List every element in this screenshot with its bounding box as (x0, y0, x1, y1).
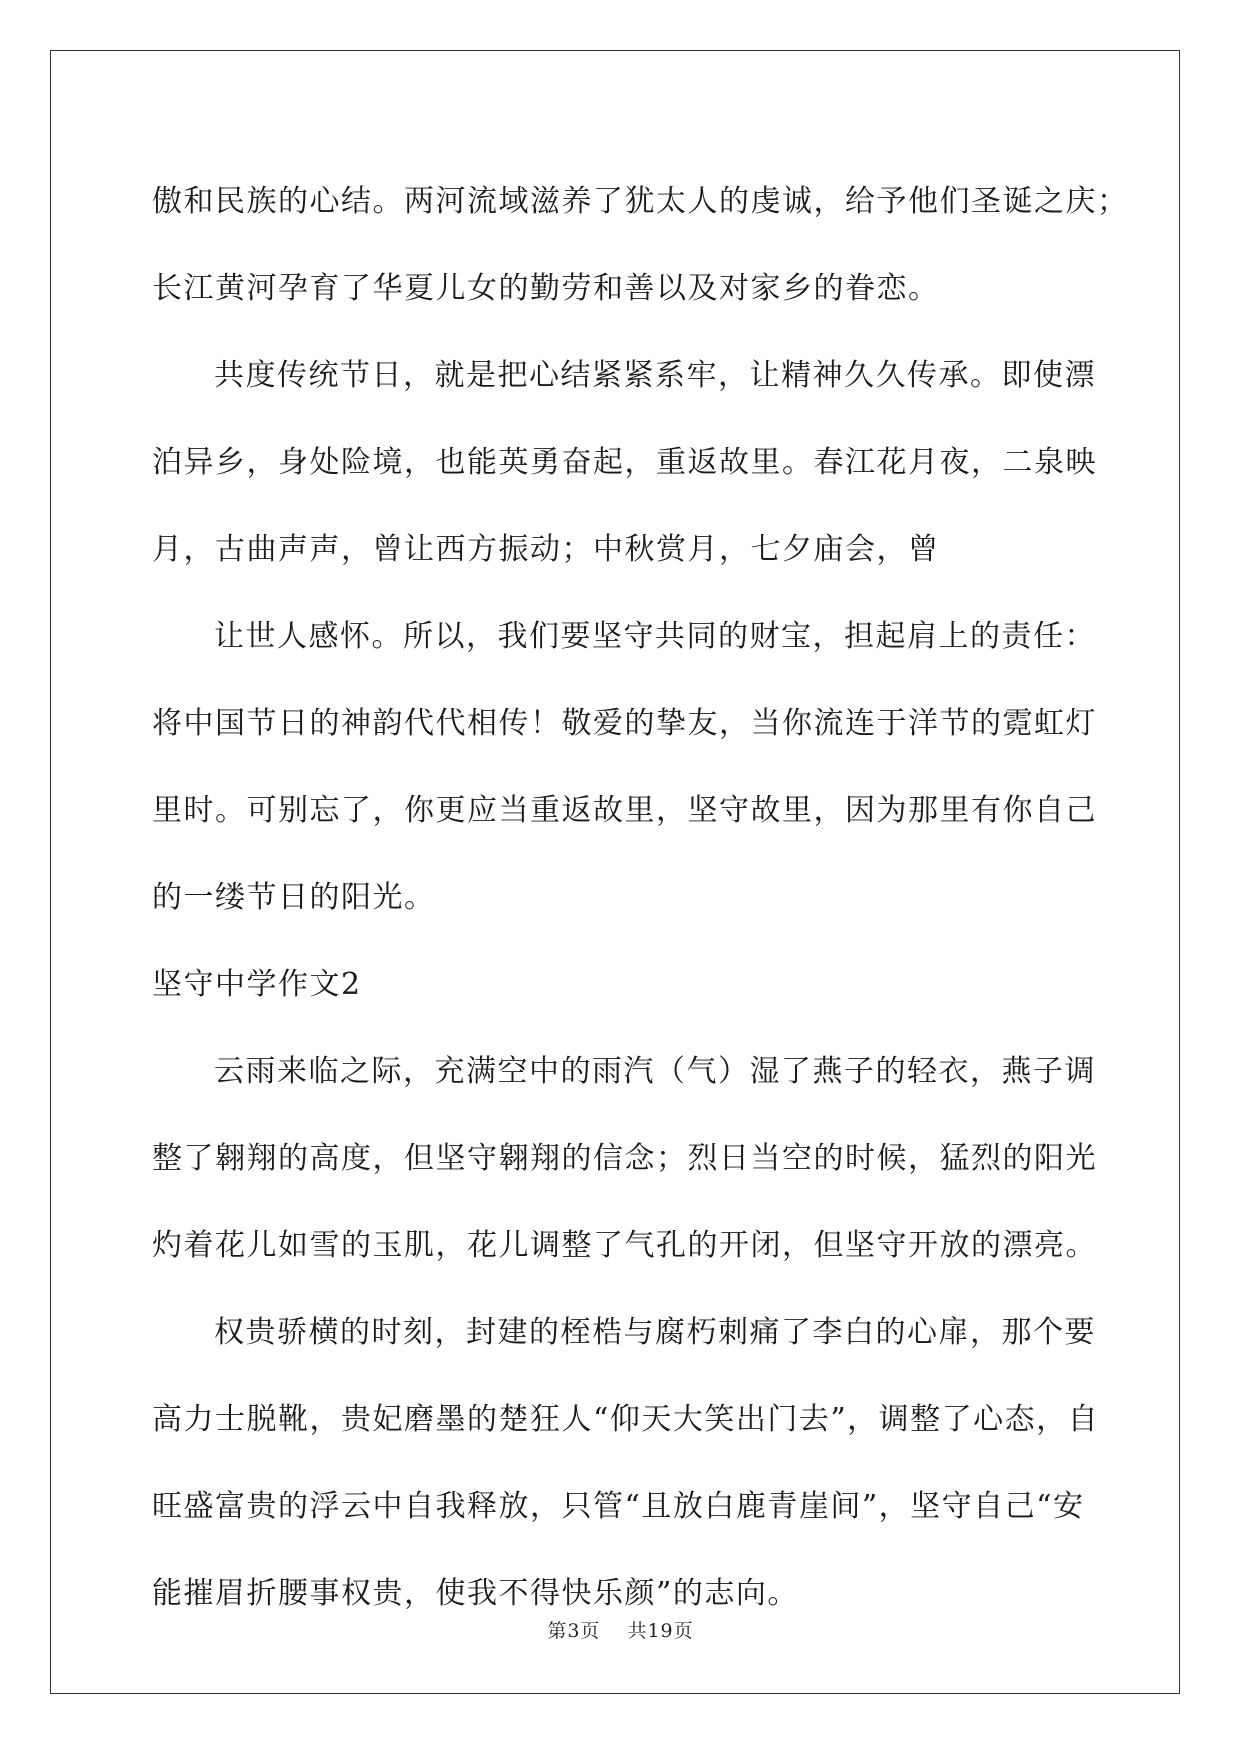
text-line: 能摧眉折腰事权贵，使我不得快乐颜”的志向。 (152, 1576, 799, 1611)
section-heading: 坚守中学作文2 (152, 967, 362, 1002)
text-line: 长江黄河孕育了华夏儿女的勤劳和善以及对家乡的眷恋。 (152, 271, 940, 306)
page-total: 共19页 (627, 1620, 694, 1642)
text-line: 整了翱翔的高度，但坚守翱翔的信念；烈日当空的时候，猛烈的阳光 (152, 1141, 1097, 1176)
text-line: 将中国节日的神韵代代相传！敬爱的挚友，当你流连于洋节的霓虹灯 (152, 706, 1097, 741)
paragraph-start: 云雨来临之际，充满空中的雨汽（气）湿了燕子的轻衣，燕子调 (214, 1054, 1096, 1089)
text-line: 灼着花儿如雪的玉肌，花儿调整了气孔的开闭，但坚守开放的漂亮。 (152, 1228, 1097, 1263)
text-line: 泊异乡，身处险境，也能英勇奋起，重返故里。春江花月夜，二泉映 (152, 445, 1097, 480)
document-body (152, 158, 1129, 1637)
text-line: 里时。可别忘了，你更应当重返故里，坚守故里，因为那里有你自己 (152, 793, 1097, 828)
text-line: 旺盛富贵的浮云中自我释放，只管“且放白鹿青崖间”，坚守自己“安 (152, 1489, 1085, 1524)
text-line: 高力士脱靴，贵妃磨墨的楚狂人“仰天大笑出门去”，调整了心态，自 (152, 1402, 1100, 1437)
paragraph-start: 权贵骄横的时刻，封建的桎梏与腐朽刺痛了李白的心扉，那个要 (214, 1315, 1096, 1350)
text-line: 月，古曲声声，曾让西方振动；中秋赏月，七夕庙会，曾 (152, 532, 940, 567)
paragraph-start: 共度传统节日，就是把心结紧紧系牢，让精神久久传承。即使漂 (214, 358, 1096, 393)
page-footer (0, 1616, 1241, 1643)
text-line: 傲和民族的心结。两河流域滋养了犹太人的虔诚，给予他们圣诞之庆； (152, 184, 1129, 219)
text-line: 的一缕节日的阳光。 (152, 880, 436, 915)
paragraph-start: 让世人感怀。所以，我们要坚守共同的财宝，担起肩上的责任： (214, 619, 1096, 654)
page-number: 第3页 (547, 1620, 601, 1642)
